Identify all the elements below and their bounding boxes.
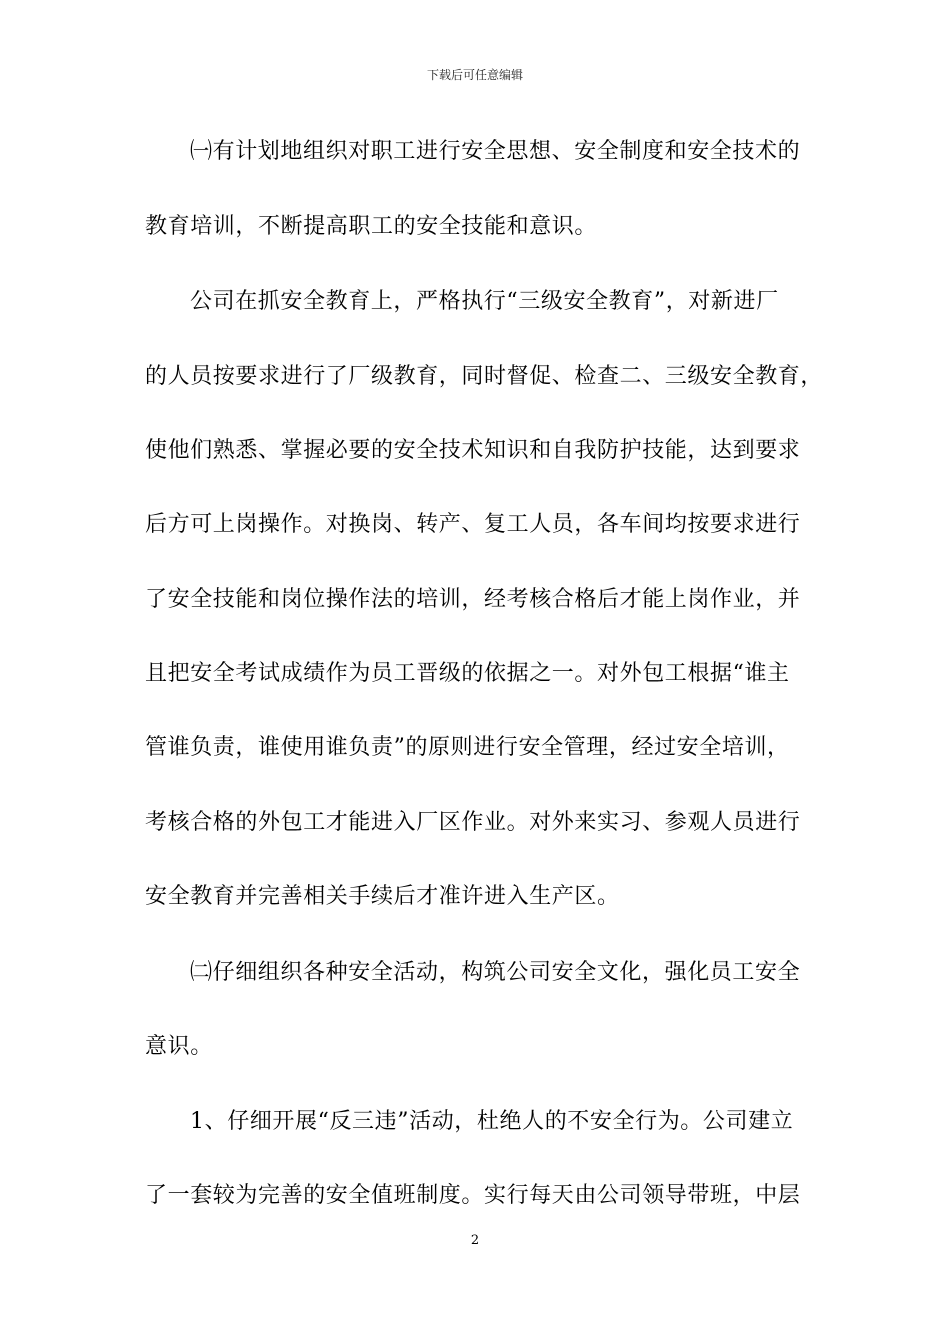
paragraph-line: 管谁负责，谁使用谁负责”的原则进行安全管理，经过安全培训， xyxy=(145,735,790,760)
paragraph-line: ㈠有计划地组织对职工进行安全思想、安全制度和安全技术的 xyxy=(190,139,801,164)
paragraph-line: 1、仔细开展“反三违”活动，杜绝人的不安全行为。公司建立 xyxy=(190,1109,794,1134)
paragraph-line: 意识。 xyxy=(145,1034,213,1059)
paragraph-line: 的人员按要求进行了厂级教育，同时督促、检查二、三级安全教育， xyxy=(145,364,824,389)
paragraph-line: 使他们熟悉、掌握必要的安全技术知识和自我防护技能，达到要求 xyxy=(145,438,801,463)
paragraph-line: 安全教育并完善相关手续后才准许进入生产区。 xyxy=(145,884,620,909)
page-header-note: 下载后可任意编辑 xyxy=(426,68,523,82)
paragraph-line: ㈡仔细组织各种安全活动，构筑公司安全文化，强化员工安全 xyxy=(190,960,801,985)
paragraph-line: 公司在抓安全教育上，严格执行“三级安全教育”，对新进厂 xyxy=(190,289,779,314)
page-number: 2 xyxy=(470,1233,480,1248)
paragraph-line: 了一套较为完善的安全值班制度。实行每天由公司领导带班，中层 xyxy=(145,1183,801,1208)
paragraph-line: 教育培训，不断提高职工的安全技能和意识。 xyxy=(145,214,598,239)
paragraph-line: 了安全技能和岗位操作法的培训，经考核合格后才能上岗作业，并 xyxy=(145,587,801,612)
paragraph-line: 且把安全考试成绩作为员工晋级的依据之一。对外包工根据“谁主 xyxy=(145,661,790,686)
paragraph-line: 后方可上岗操作。对换岗、转产、复工人员，各车间均按要求进行 xyxy=(145,512,801,537)
paragraph-line: 考核合格的外包工才能进入厂区作业。对外来实习、参观人员进行 xyxy=(145,810,801,835)
